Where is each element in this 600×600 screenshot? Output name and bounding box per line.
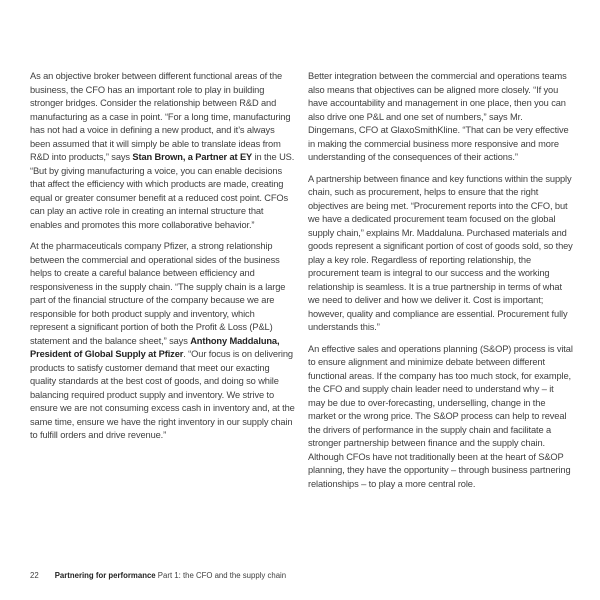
footer-title xyxy=(55,571,286,581)
page-number: 22 xyxy=(30,571,39,580)
paragraph xyxy=(308,173,573,335)
body-text: in the US. “But by giving manufacturing a voice, you can enable decisions that affect the efficiency with which products are made, creating equal or greater consumer benefit at a reduced cost point. CFOs can play an active role in creating an internal structure that enables and promotes this more collaborative behavior.” xyxy=(30,152,295,230)
right-column xyxy=(308,70,573,499)
paragraph xyxy=(30,70,295,232)
body-text: A partnership between finance and key functions within the supply chain, such as procurement, helps to ensure that the right objectives are being met. “Procurement reports into the CFO, but we have a dedicated procurement team focused on the global supply chain,” explains Mr. Maddaluna. Purchased materials and goods represent a significant portion of cost of goods sold, so they play a key role. Regardless of reporting relationship, the procurement team is integral to our success and the working relationship is seamless. It is a true partnership in terms of what we need to deliver and how we deliver it. Cost is important; however, quality and compliance are essential. Procurement fully understands this.” xyxy=(308,173,573,332)
body-text: An effective sales and operations planning (S&OP) process is vital to ensure alignment and minimize debate between different functional areas. If the company has too much stock, for example, the CFO and supply chain leader need to understand why – it may be due to over-forecasting, underselling, change in the market or the wrong price. The S&OP process can help to reveal the drivers of performance in the supply chain and facilitate a stronger partnership between finance and the supply chain. Although CFOs have not traditionally been at the heart of S&OP planning, they have the opportunity – through business partnering relationships – to play a more central role. xyxy=(308,343,573,489)
page-footer xyxy=(30,571,286,581)
body-text: Better integration between the commercial and operations teams also means that objectives can be aligned more closely. “If you have accountability and management in one place, then you can also drive one P&L and one set of numbers,” says Mr. Dingemans, CFO at GlaxoSmithKline. “That can be very effective in making the commercial business more responsive and more understanding of the consequences of their actions.” xyxy=(308,71,569,162)
footer-section-title: Part 1: the CFO and the supply chain xyxy=(155,571,287,580)
left-column xyxy=(30,70,295,499)
emphasized-name-text: Anthony Maddaluna, President of Global Supply at Pfizer xyxy=(30,335,280,359)
body-text: As an objective broker between different functional areas of the business, the CFO has an important role to play in building stronger bridges. Consider the relationship between R&D and manufacturing as a case in point. “For a long time, manufacturing has not had a voice in defining a new product, and it’s always been assumed that it will simply be able to translate ideas from R&D into products,” says xyxy=(30,71,291,162)
paragraph xyxy=(30,240,295,443)
body-text: . “Our focus is on delivering products to satisfy customer demand that meet our exacting quality standards at the best cost of goods, and doing so while balancing required product supply and inventory. We strive to ensure we are not consuming excess cash in inventory and, at the same time, ensure we have the right inventory in our supply chain to fulfill orders and drive revenue.” xyxy=(30,349,295,440)
paragraph xyxy=(308,70,573,165)
emphasized-name-text: Stan Brown, a Partner at EY xyxy=(132,152,253,162)
text-columns xyxy=(30,70,573,499)
paragraph xyxy=(308,343,573,492)
footer-report-title: Partnering for performance xyxy=(54,571,156,580)
body-text: At the pharmaceuticals company Pfizer, a strong relationship between the commercial and operational sides of the business helps to create a careful balance between efficiency and responsiveness in the supply chain. “The supply chain is a large part of the financial structure of the company because we are responsible for both product supply and inventory, which represent a significant portion of both the Profit & Loss (P&L) statement and the balance sheet,” says xyxy=(30,241,286,346)
